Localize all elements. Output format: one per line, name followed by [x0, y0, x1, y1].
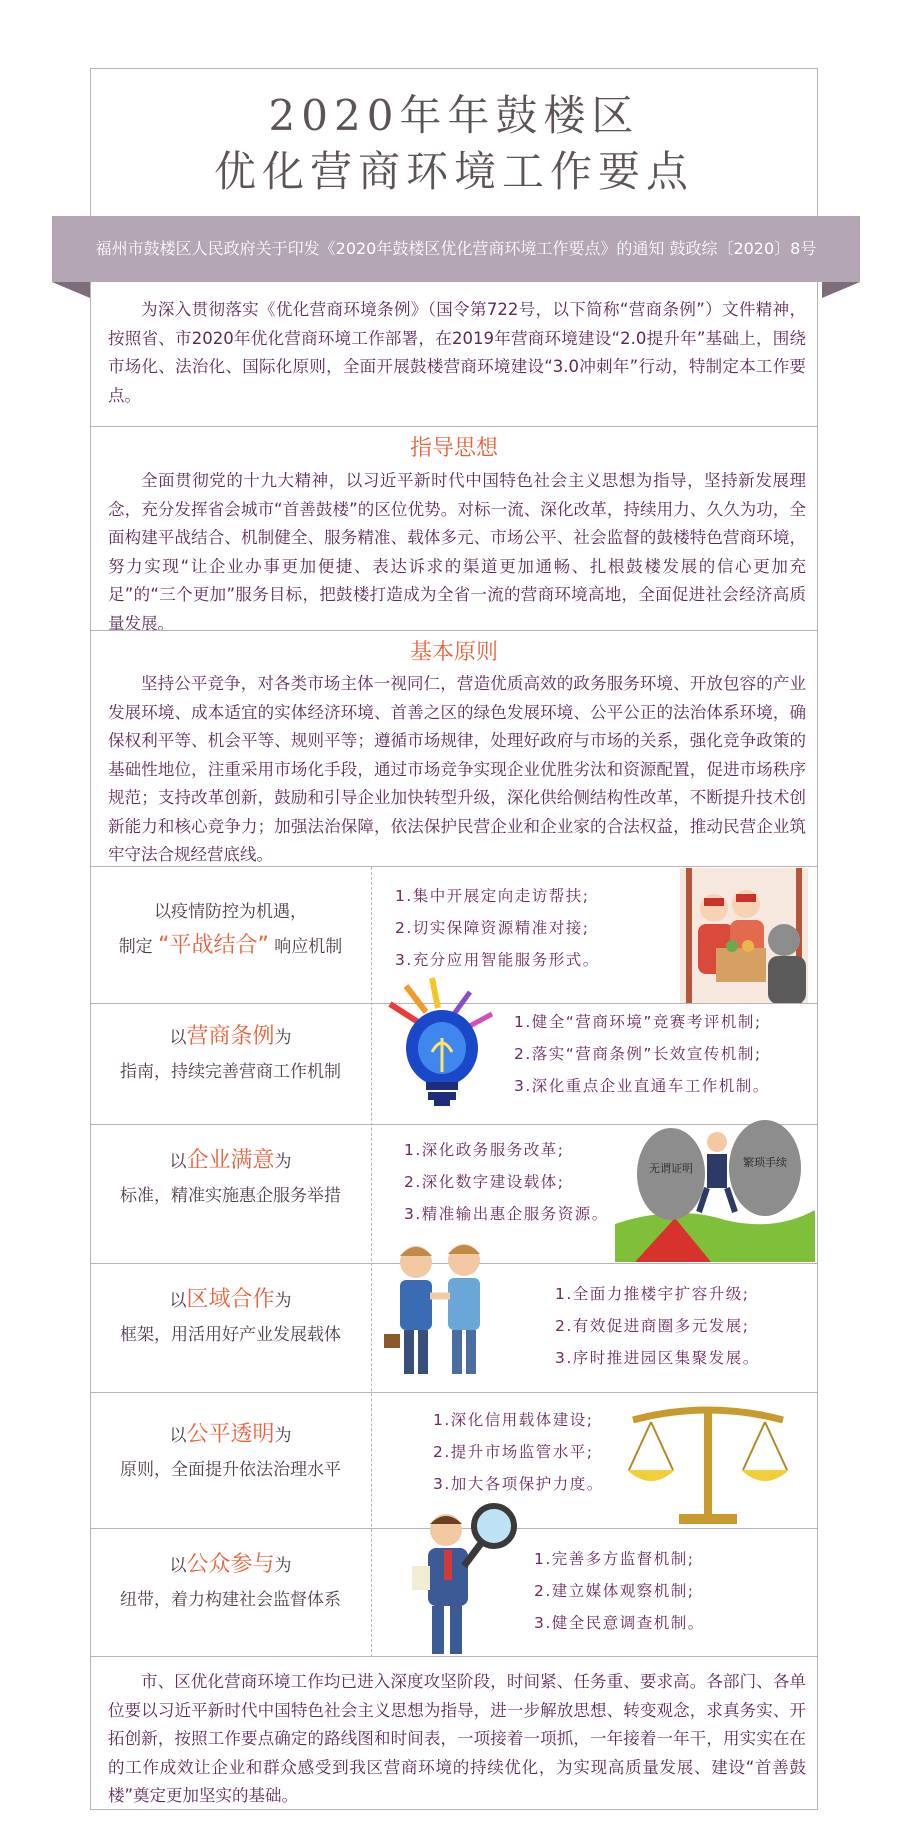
page-title: [90, 88, 818, 200]
list-item: 3.精准输出惠企服务资源。: [404, 1205, 609, 1223]
row-6-label-line1: 以公众参与为: [169, 1552, 292, 1577]
row-6-label: [90, 1548, 371, 1617]
list-item: 3.加大各项保护力度。: [433, 1475, 604, 1493]
row-3-label-line1: 以企业满意为: [169, 1148, 292, 1173]
list-item: 2.建立媒体观察机制;: [534, 1582, 695, 1600]
list-item: 3.充分应用智能服务形式。: [395, 951, 600, 969]
principles-title: 基本原则: [409, 640, 498, 665]
row-5-label: [90, 1418, 371, 1487]
list-item: 1.健全“营商环境”竞赛考评机制;: [514, 1013, 762, 1031]
guiding-title: 指导思想: [409, 436, 498, 461]
row-2-highlight: 营商条例: [186, 1024, 275, 1049]
divider: [90, 1656, 818, 1657]
list-item: 3.序时推进园区集聚发展。: [555, 1349, 760, 1367]
row-2-label: [90, 1020, 371, 1089]
banner-fold-right: [822, 282, 860, 298]
row-6-label-line2: 纽带，着力构建社会监督体系: [120, 1590, 341, 1610]
row-4-label-line1: 以区域合作为: [169, 1287, 292, 1312]
scales-of-justice-icon: [623, 1400, 793, 1530]
row-3-highlight: 企业满意: [186, 1148, 275, 1173]
list-item: 1.全面力推楼宇扩容升级;: [555, 1285, 750, 1303]
divider: [90, 630, 818, 631]
row-6-items: [534, 1543, 705, 1639]
list-item: 1.完善多方监督机制;: [534, 1550, 695, 1568]
handshake-partners-illustration: [380, 1234, 500, 1384]
list-item: 3.健全民意调查机制。: [534, 1614, 705, 1632]
breaking-barriers-illustration: [615, 1112, 815, 1262]
row-5-items: [433, 1404, 604, 1500]
row-4-items: [555, 1278, 760, 1374]
list-item: 1.深化信用载体建设;: [433, 1411, 594, 1429]
row-4-label-line2: 框架，用活用好产业发展载体: [120, 1325, 341, 1345]
row-3-items: [404, 1134, 609, 1230]
row-3-label-line2: 标准，精准实施惠企服务举措: [120, 1186, 341, 1206]
guiding-paragraph: 全面贯彻党的十九大精神，以习近平新时代中国特色社会主义思想为指导，坚持新发展理念，充分发挥省会城市“首善鼓楼”的区位优势。对标一流、深化改革，持续用力、久久为功，全面构建平战结合、机制健全、服务精准、载体多元、市场公平、社会监督的鼓楼特色营商环境，努力实现“让企业办事更加便捷、表达诉求的渠道更加通畅、扎根鼓楼发展的信心更加充足”的“三个更加”服务目标，把鼓楼打造成为全省一流的营商环境高地，全面促进社会经济高质量发展。: [108, 471, 806, 633]
epidemic-helpers-illustration: [672, 868, 816, 1004]
row-4-label: [90, 1283, 371, 1352]
list-item: 3.深化重点企业直通车工作机制。: [514, 1077, 770, 1095]
closing-paragraph: 市、区优化营商环境工作均已进入深度攻坚阶段，时间紧、任务重、要求高。各部门、各单位要以习近平新时代中国特色社会主义思想为指导，进一步解放思想、转变观念，求真务实、开拓创新，按照工作要点确定的路线图和时间表，一项接着一项抓，一年接着一年干，用实实在在的工作成效让企业和群众感受到我区营商环境的持续优化，为实现高质量发展、建设“首善鼓楼”奠定更加坚实的基础。: [108, 1672, 806, 1805]
divider: [90, 426, 818, 427]
title-line-2: 优化营商环境工作要点: [213, 147, 694, 196]
light-bulb-illustration: [380, 974, 505, 1109]
barrier-sign-left: 无谓证明: [649, 1162, 693, 1175]
row-1-label: [90, 895, 371, 964]
row-2-label-line1: 以营商条例为: [169, 1024, 292, 1049]
row-1-label-line1: 以疫情防控为机遇，: [154, 902, 307, 922]
row-1-items: [395, 880, 600, 976]
row-4-highlight: 区域合作: [186, 1287, 275, 1312]
principles-paragraph: 坚持公平竞争，对各类市场主体一视同仁，营造优质高效的政务服务环境、开放包容的产业发展环境、成本适宜的实体经济环境、首善之区的绿色发展环境、公平公正的法治体系环境，确保权利平等、机会平等、规则平等；遵循市场规律，处理好政府与市场的关系，强化竞争政策的基础性地位，注重采用市场化手段，通过市场竞争实现企业优胜劣汰和资源配置，促进市场秩序规范；支持改革创新，鼓励和引导企业加快转型升级，深化供给侧结构性改革，不断提升技术创新能力和核心竞争力；加强法治保障，依法保护民营企业和企业家的合法权益，推动民营企业筑牢守法合规经营底线。: [108, 674, 806, 864]
row-6-highlight: 公众参与: [186, 1552, 275, 1577]
list-item: 2.提升市场监管水平;: [433, 1443, 594, 1461]
column-divider: [371, 867, 372, 1657]
row-1-label-line2: 制定 “平战结合” 响应机制: [118, 933, 343, 958]
divider: [90, 1392, 818, 1393]
document-banner: 福州市鼓楼区人民政府关于印发《2020年鼓楼区优化营商环境工作要点》的通知 鼓政综〔2020〕8号: [52, 216, 860, 282]
row-5-highlight: 公平透明: [186, 1422, 275, 1447]
barrier-sign-right: 繁琐手续: [743, 1156, 787, 1169]
list-item: 1.深化政务服务改革;: [404, 1141, 565, 1159]
magnifier-man-illustration: [410, 1500, 520, 1660]
row-2-items: [514, 1006, 770, 1102]
list-item: 2.有效促进商圈多元发展;: [555, 1317, 750, 1335]
list-item: 2.切实保障资源精准对接;: [395, 919, 590, 937]
banner-fold-left: [52, 282, 90, 298]
divider: [90, 866, 818, 867]
list-item: 2.落实“营商条例”长效宣传机制;: [514, 1045, 762, 1063]
row-5-label-line1: 以公平透明为: [169, 1422, 292, 1447]
row-2-label-line2: 指南，持续完善营商工作机制: [120, 1062, 341, 1082]
row-1-highlight: “平战结合”: [158, 933, 269, 958]
list-item: 1.集中开展定向走访帮扶;: [395, 887, 590, 905]
intro-paragraph: 为深入贯彻落实《优化营商环境条例》（国令第722号，以下简称“营商条例”）文件精神，按照省、市2020年优化营商环境工作部署，在2019年营商环境建设“2.0提升年”基础上，围绕市场化、法治化、国际化原则，全面开展鼓楼营商环境建设“3.0冲刺年”行动，特制定本工作要点。: [108, 300, 806, 405]
title-line-1: 2020年年鼓楼区: [268, 91, 640, 140]
row-3-label: [90, 1144, 371, 1213]
row-5-label-line2: 原则，全面提升依法治理水平: [120, 1460, 341, 1480]
list-item: 2.深化数字建设载体;: [404, 1173, 565, 1191]
